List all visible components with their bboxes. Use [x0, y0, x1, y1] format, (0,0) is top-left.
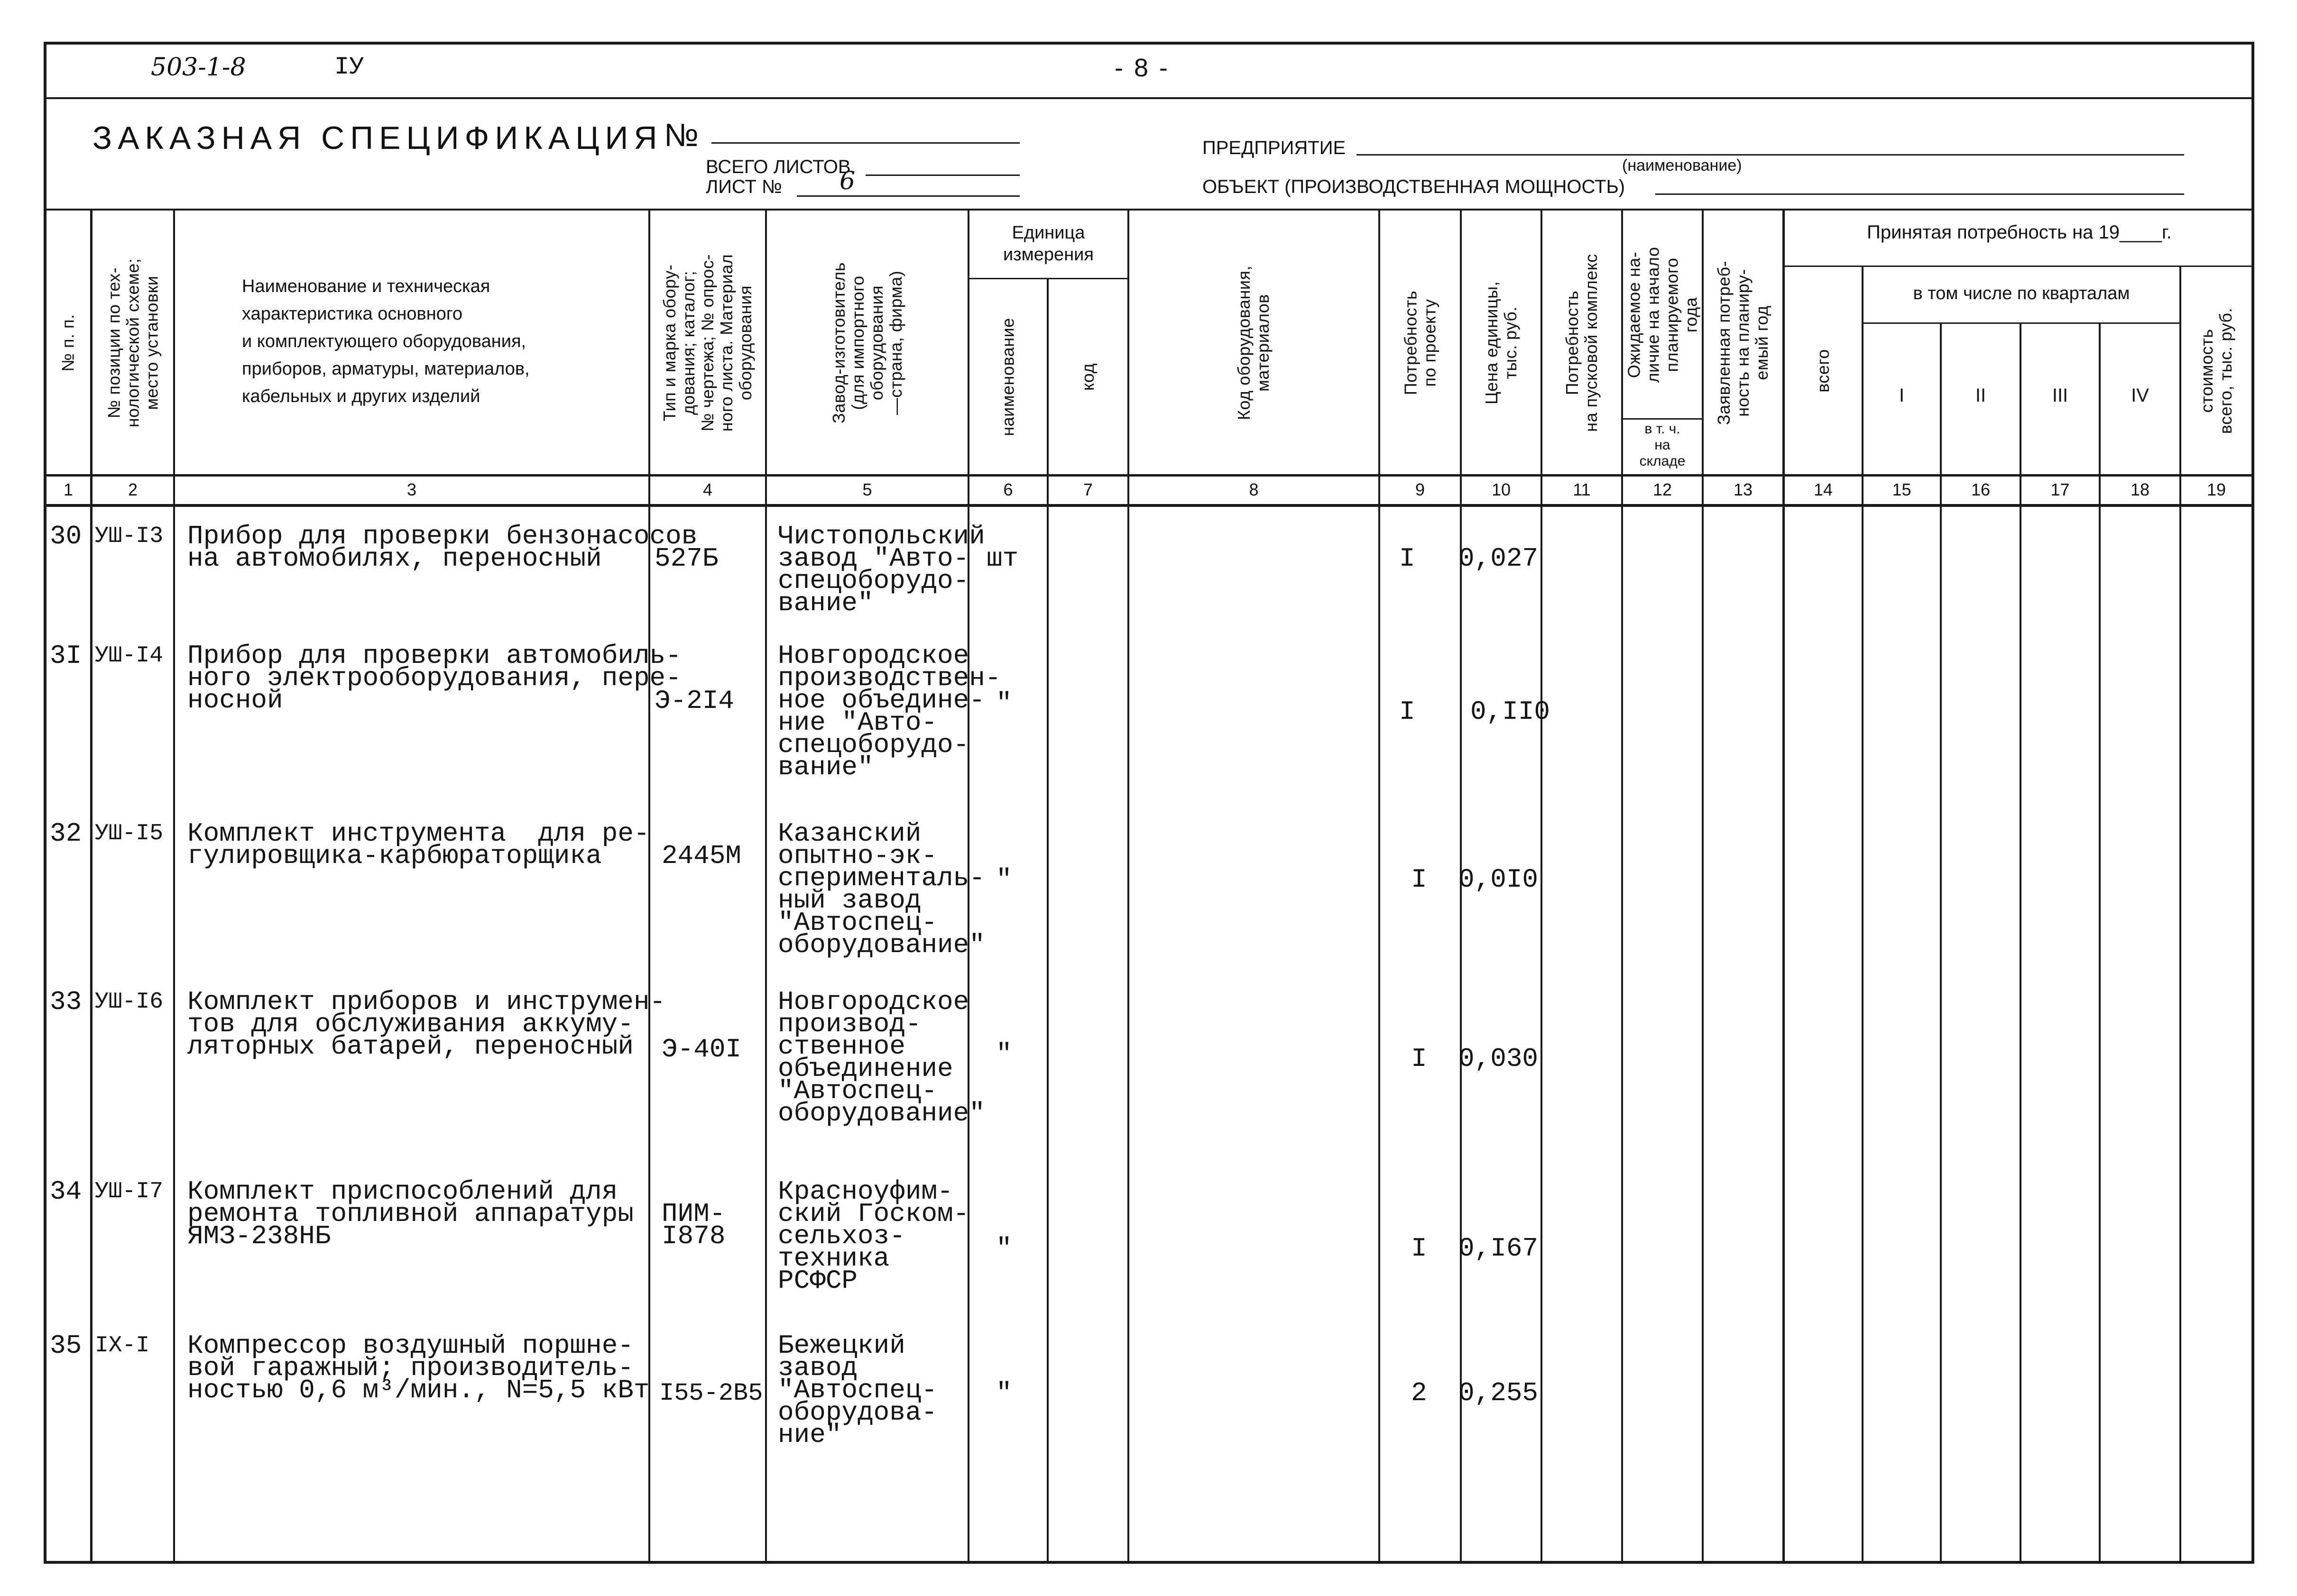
- frame-top: [44, 42, 2254, 45]
- row-number: 35: [50, 1330, 82, 1361]
- sheet-value: 6: [839, 167, 856, 195]
- colnum-15: 15: [1892, 480, 1911, 499]
- page-title: ЗАКАЗНАЯ СПЕЦИФИКАЦИЯ: [92, 120, 663, 156]
- col-header-equipment-code: Код оборудования, материалов: [1234, 265, 1273, 420]
- row-position: УШ-I3: [95, 523, 164, 549]
- row-maker: Красноуфим- ский Госком- сельхоз- техника РСФСР: [778, 1176, 969, 1296]
- row-type: 527Б: [655, 543, 719, 574]
- row-unit: ": [996, 1378, 1012, 1408]
- colnum-13: 13: [1733, 480, 1753, 499]
- row-maker: Новгородское производствен- ное объедине- ние "Авто- спецоборудо- вание": [778, 641, 1001, 782]
- row-number: 32: [50, 818, 82, 849]
- total-sheets-line: [866, 174, 1020, 176]
- row-price: 0,I67: [1458, 1233, 1539, 1264]
- row-position: УШ-I5: [95, 821, 164, 846]
- vline-17: [2099, 322, 2101, 1562]
- vline-14: [1862, 266, 1863, 1562]
- row-qty: I: [1399, 697, 1415, 727]
- row-position: IX-I: [95, 1333, 150, 1358]
- row-name: Комплект инструмента для ре- гулировщика-карбюраторщика: [187, 818, 650, 871]
- frame-right: [2251, 42, 2254, 1564]
- col-header-accepted: Принятая потребность на 19____г.: [1867, 222, 2172, 243]
- col-header-declared: Заявленная потреб- ность на планиру- емый год: [1714, 260, 1772, 425]
- row-unit: ": [996, 688, 1012, 718]
- row-price: 0,027: [1458, 543, 1539, 574]
- row-number: 33: [50, 987, 82, 1017]
- row-unit: ": [996, 1233, 1012, 1264]
- colnum-18: 18: [2130, 480, 2150, 499]
- colnum-12: 12: [1652, 480, 1672, 499]
- object-label: ОБЪЕКТ (ПРОИЗВОДСТВЕННАЯ МОЩНОСТЬ): [1202, 176, 1625, 197]
- row-name: Компрессор воздушный поршне- вой гаражный; производитель- ностью 0,6 м³/мин., N=5,5 кВт: [187, 1330, 650, 1405]
- row-type: Э-2I4: [655, 686, 735, 716]
- col-header-name: Наименование и техническая характеристика основного и комплектующего оборудования, приборов, арматуры, материалов, кабельных и других изделий: [242, 276, 530, 406]
- col-header-project-need: Потребность по проекту: [1401, 290, 1439, 395]
- colnum-3: 3: [406, 480, 417, 499]
- colnum-4: 4: [702, 480, 713, 499]
- colnum-9: 9: [1415, 480, 1425, 499]
- row-qty: 2: [1411, 1378, 1427, 1408]
- colnum-2: 2: [128, 480, 138, 499]
- colnum-17: 17: [2050, 480, 2070, 499]
- row-qty: I: [1411, 864, 1427, 895]
- row-maker: Казанский опытно-эк- сперименталь- ный завод "Автоспец- оборудование": [778, 818, 985, 960]
- col-header-type: Тип и марка обору- дования; каталог; № чертежа; № опрос- ного листа. Материал оборудования: [660, 254, 756, 431]
- col-header-q1: I: [1899, 385, 1905, 406]
- col-header-unit-code: код: [1078, 363, 1098, 391]
- colnum-11: 11: [1573, 480, 1591, 499]
- vline-16: [2020, 322, 2021, 1562]
- row-type: Э-40I: [662, 1034, 742, 1064]
- page-number: - 8 -: [1115, 54, 1170, 82]
- vline-2: [173, 209, 175, 1562]
- hline-quarters: [1862, 322, 2179, 324]
- object-line: [1655, 193, 2184, 195]
- col-header-q3: III: [2052, 385, 2068, 406]
- colnum-10: 10: [1491, 480, 1511, 499]
- row-name: Прибор для проверки бензонасосов на автомобилях, переносный: [187, 521, 698, 574]
- col-header-in-stock: в т. ч. на складе: [1639, 421, 1686, 469]
- total-sheets-label: ВСЕГО ЛИСТОВ: [706, 156, 851, 177]
- colnum-1: 1: [63, 480, 74, 499]
- row-position: УШ-I6: [95, 989, 164, 1015]
- row-number: 30: [50, 521, 82, 551]
- colnum-14: 14: [1813, 480, 1833, 499]
- row-maker: Новгородское производ- ственное объединение "Автоспец- оборудование": [778, 987, 985, 1128]
- title-divider: [44, 209, 2254, 211]
- row-price: 0,030: [1458, 1044, 1539, 1074]
- col-header-quarters: в том числе по кварталам: [1913, 284, 2130, 303]
- row-qty: I: [1399, 543, 1415, 574]
- sheet-line: [797, 195, 1020, 197]
- row-name: Комплект приспособлений для ремонта топливной аппаратуры ЯМЗ-238НБ: [187, 1176, 634, 1251]
- colnum-6: 6: [1003, 480, 1013, 499]
- col-header-number: № п. п.: [58, 313, 78, 372]
- colnum-7: 7: [1083, 480, 1093, 499]
- col-header-unit-group: Единица измерения: [1003, 223, 1094, 265]
- enterprise-label: ПРЕДПРИЯТИЕ: [1202, 138, 1346, 158]
- row-price: 0,0I0: [1458, 864, 1539, 895]
- header-top-divider: [44, 97, 2254, 99]
- row-name: Прибор для проверки автомобиль- ного электрооборудования, пере- носной: [187, 641, 682, 715]
- col-header-expected: Ожидаемое на- личие на начало планируемого года: [1624, 247, 1701, 383]
- hline-unit-group: [968, 278, 1127, 279]
- row-type: I55-2В5: [659, 1379, 763, 1407]
- row-maker: Бежецкий завод "Автоспец- оборудова- ние": [778, 1330, 938, 1450]
- enterprise-hint: (наименование): [1622, 156, 1742, 174]
- hline-stock: [1621, 418, 1702, 420]
- colnum-5: 5: [862, 480, 872, 499]
- colnum-19: 19: [2206, 480, 2226, 499]
- row-qty: I: [1411, 1044, 1427, 1074]
- row-type: 2445М: [662, 841, 742, 871]
- col-header-q2: II: [1975, 385, 1986, 406]
- col-header-q4: IV: [2131, 385, 2149, 406]
- row-type: ПИМ- I878: [662, 1199, 726, 1251]
- row-number: 34: [50, 1176, 82, 1207]
- row-position: УШ-I7: [95, 1179, 164, 1204]
- row-unit: ": [996, 864, 1012, 895]
- sheet-label: ЛИСТ №: [706, 176, 783, 197]
- volume-label: IУ: [334, 53, 364, 81]
- row-maker: Чистопольский завод "Авто- спецоборудо- вание": [778, 521, 985, 618]
- spec-number-label: №: [664, 117, 699, 153]
- row-price: 0,255: [1458, 1378, 1539, 1408]
- row-qty: I: [1411, 1233, 1427, 1264]
- col-header-total: всего: [1813, 349, 1833, 393]
- row-unit: шт: [987, 543, 1019, 574]
- row-unit: ": [996, 1039, 1012, 1069]
- row-position: УШ-I4: [95, 643, 164, 669]
- col-header-launch-need: Потребность на пусковой комплекс: [1562, 253, 1601, 432]
- spec-number-line: [711, 142, 1020, 144]
- row-name: Комплект приборов и инструмен- тов для обслуживания аккуму- ляторных батарей, переносный: [187, 987, 666, 1062]
- col-header-unit-name: наименование: [998, 318, 1018, 436]
- enterprise-line: [1356, 154, 2184, 156]
- vline-15: [1940, 322, 1942, 1562]
- col-header-unit-price: Цена единицы, тыс. руб.: [1482, 281, 1521, 404]
- row-price: 0,II0: [1470, 697, 1550, 727]
- col-header-maker: Завод-изготовитель (для импортного оборудования —страна, фирма): [829, 262, 905, 423]
- colnum-8: 8: [1249, 480, 1259, 499]
- col-header-cost: стоимость всего, тыс. руб.: [2197, 307, 2235, 434]
- doc-code: 503-1-8: [151, 53, 246, 82]
- colnum-16: 16: [1971, 480, 1991, 499]
- row-number: 3I: [50, 641, 82, 671]
- col-header-position: № позиции по тех- нологической схеме; место установки: [104, 258, 161, 427]
- frame-bottom: [44, 1561, 2254, 1564]
